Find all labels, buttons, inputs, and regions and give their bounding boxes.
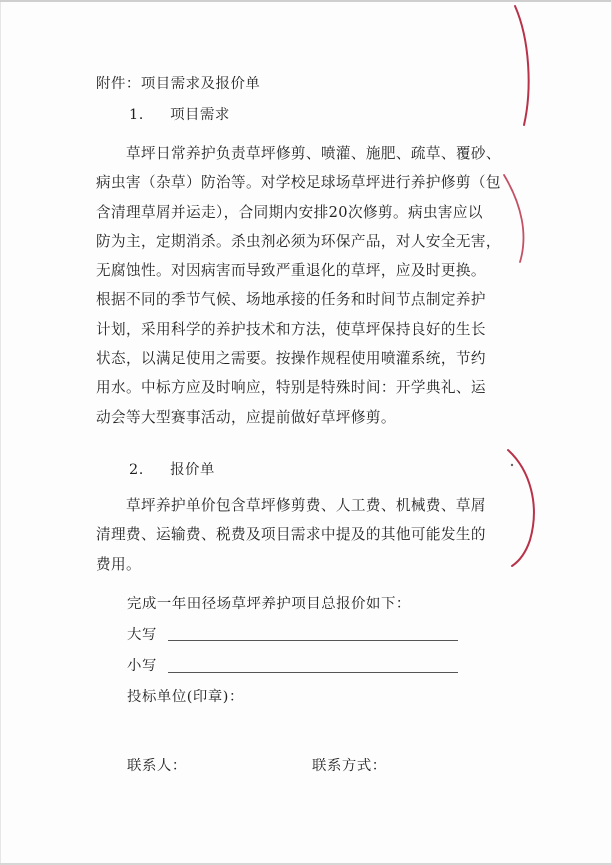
uppercase-amount-label: 大写	[127, 627, 157, 643]
section-1-line: 动会等大型赛事活动，应提前做好草坪修剪。	[96, 408, 396, 426]
contact-person-label: 联系人：	[127, 758, 187, 774]
bidder-seal-label: 投标单位(印章)：	[127, 689, 244, 705]
quote-intro: 完成一年田径场草坪养护项目总报价如下：	[127, 596, 411, 612]
section-2-line: 清理费、运输费、税费及项目需求中提及的其他可能发生的	[96, 526, 486, 544]
section-1-line: 计划，采用科学的养护技术和方法，使草坪保持良好的生长	[96, 320, 486, 338]
scan-edge-top	[0, 0, 612, 2]
section-1-line: 无腐蚀性。对因病害而导致严重退化的草坪，应及时更换。	[96, 262, 486, 280]
lowercase-amount-label: 小写	[127, 658, 157, 674]
attachment-heading: 附件：项目需求及报价单	[96, 76, 261, 92]
section-1-title: 项目需求	[170, 107, 230, 123]
section-1-line: 病虫害（杂草）防治等。对学校足球场草坪进行养护修剪（包	[96, 174, 501, 192]
section-2-title: 报价单	[170, 462, 215, 478]
section-1-heading	[129, 105, 230, 125]
section-2-body	[96, 491, 521, 579]
seal-arc-top	[515, 6, 529, 125]
section-1-number: 1.	[129, 107, 144, 123]
uppercase-amount-blank[interactable]	[168, 640, 458, 641]
section-2-number: 2.	[129, 462, 144, 478]
section-1-body	[96, 139, 521, 432]
scan-speck	[511, 464, 513, 466]
section-1-line: 含清理草屑并运走），合同期内安排20次修剪。病虫害应以	[96, 203, 483, 221]
lowercase-amount-blank[interactable]	[168, 672, 458, 673]
section-1-line: 防为主，定期消杀。杀虫剂必须为环保产品，对人安全无害，	[96, 232, 501, 250]
section-2-line: 草坪养护单价包含草坪修剪费、人工费、机械费、草屑	[126, 497, 486, 514]
section-1-line: 草坪日常养护负责草坪修剪、喷灌、施肥、疏草、覆砂、	[126, 145, 501, 162]
section-1-line: 状态，以满足使用之需要。按操作规程使用喷灌系统，节约	[96, 350, 486, 368]
section-2-line: 费用。	[96, 555, 141, 573]
section-2-heading	[129, 460, 215, 480]
contact-method-label: 联系方式：	[312, 758, 387, 774]
section-1-line: 根据不同的季节气候、场地承接的任务和时间节点制定养护	[96, 291, 486, 309]
section-1-line: 用水。中标方应及时响应，特别是特殊时间：开学典礼、运	[96, 379, 486, 397]
